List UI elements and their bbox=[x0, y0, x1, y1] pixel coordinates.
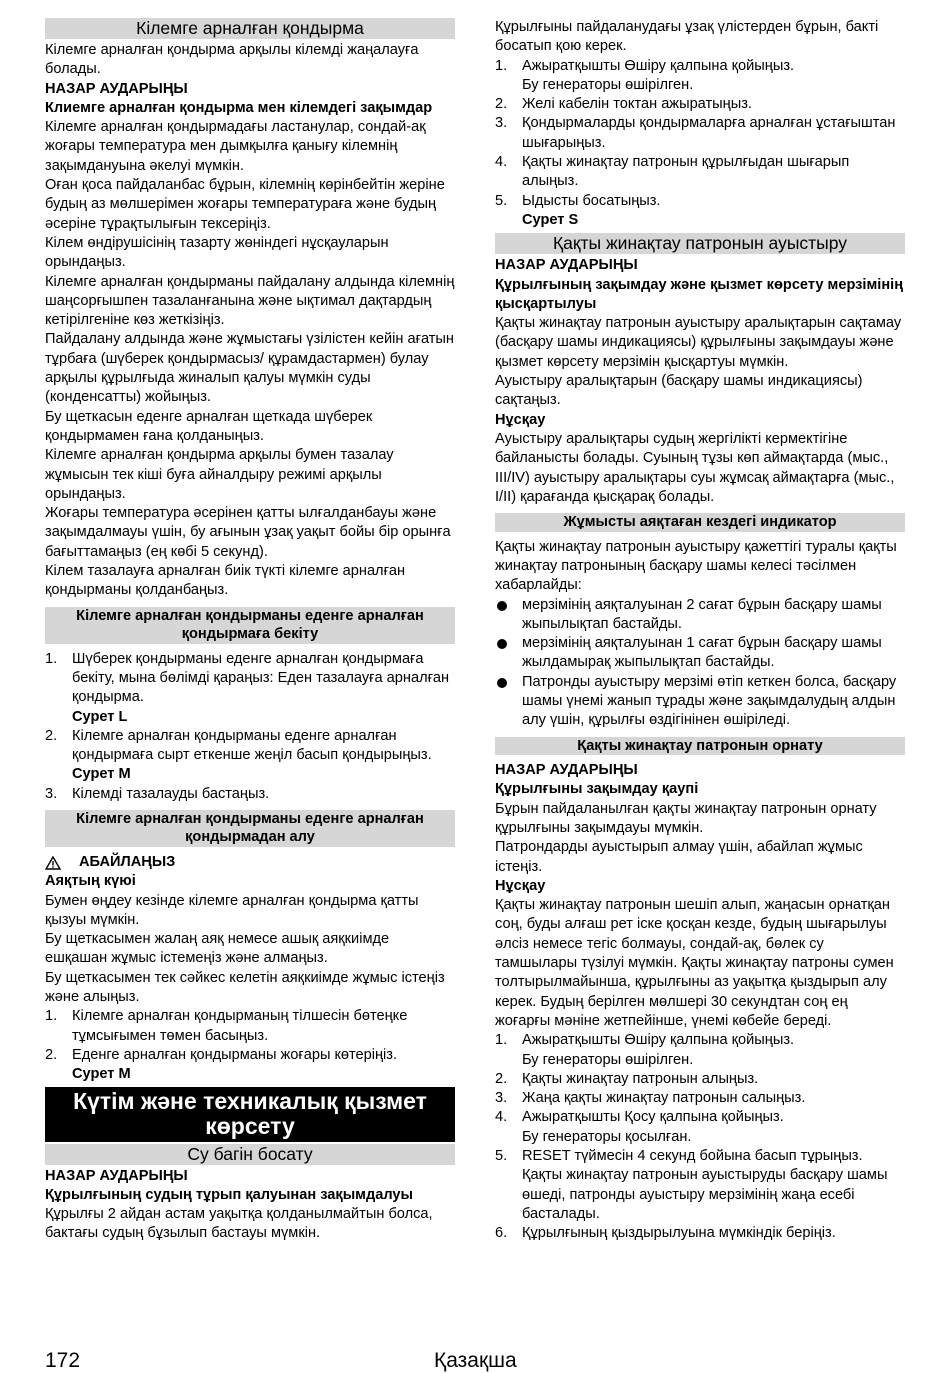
step-text: Желі кабелін токтан ажыратыңыз. bbox=[522, 96, 752, 113]
step-number: 1. bbox=[495, 1032, 508, 1049]
paragraph: Қақты жинақтау патронын ауыстыру қажеттігі туралы қақты жинақтау патронының басқару шамы келесі тәсілмен хабарлайды: bbox=[495, 538, 897, 594]
section-title-attach: Кілемге арналған қондырманы еденге арналған қондырмаға бекіту bbox=[45, 607, 455, 644]
bullet-icon bbox=[497, 601, 507, 611]
warning-label: АБАЙЛАҢЫЗ bbox=[79, 853, 176, 870]
hint-label: Нұсқау bbox=[495, 411, 546, 428]
step-number: 2. bbox=[45, 727, 58, 744]
list-item bbox=[495, 1070, 905, 1089]
steps-list bbox=[45, 650, 455, 804]
paragraph: Жоғары температура әсерінен қатты ылғалданбауы және зақымдалмауы үшін, бу ағынын ұзақ уақыт бойы бір орынға бағыттамаңыз (ең көбі 5 секунд). bbox=[45, 505, 451, 560]
step-text: RESET түймесін 4 секунд бойына басып тұрыңыз. bbox=[522, 1148, 863, 1165]
list-item bbox=[495, 634, 905, 673]
list-item bbox=[45, 727, 455, 785]
notice-subtitle: Құрылғының судың тұрып қалуынан зақымдалуы bbox=[45, 1186, 413, 1203]
list-item bbox=[495, 1147, 905, 1224]
list-item bbox=[495, 1089, 905, 1108]
paragraph: Кілемге арналған қондырмадағы ластанулар, сондай-ақ жоғары температура мен дымқылға қанығу кілемнің зақымдануына әкелуі мүмкін. bbox=[45, 119, 426, 174]
hint-label: Нұсқау bbox=[495, 877, 546, 894]
list-item bbox=[495, 596, 905, 635]
step-text: Ажыратқышты Қосу қалпына қойыңыз. bbox=[522, 1109, 784, 1126]
step-text: Шүберек қондырманы еденге арналған қондырмаға бекіту, мына бөлімді қараңыз: Еден тазалауға арналған қондырма. bbox=[72, 650, 450, 706]
paragraph: Құрылғыны пайдаланудағы ұзақ үлістерден бұрын, бакті босатып қою керек. bbox=[495, 19, 879, 55]
list-item bbox=[45, 1007, 455, 1046]
step-number: 2. bbox=[495, 96, 508, 113]
step-text: Кілемді тазалауды бастаңыз. bbox=[72, 785, 270, 802]
step-number: 5. bbox=[495, 1148, 508, 1165]
section-title-remove: Кілемге арналған қондырманы еденге арналған қондырмадан алу bbox=[45, 810, 455, 847]
list-item bbox=[495, 153, 905, 192]
step-number: 2. bbox=[45, 1046, 58, 1063]
paragraph: Ауыстыру аралықтарын (басқару шамы индикациясы) сақтаңыз. bbox=[495, 373, 863, 409]
steps-list bbox=[495, 57, 905, 231]
steps-list bbox=[45, 1007, 455, 1084]
step-number: 5. bbox=[495, 192, 508, 209]
paragraph: Қақты жинақтау патронын ауыстыру аралықтарын сақтамау (басқару шамы индикациясы) құрылғыны зақымдауы және қызмет көрсету мерзімін қысқартуы мүмкін. bbox=[495, 315, 902, 370]
section-title-install-cartridge: Қақты жинақтау патронын орнату bbox=[495, 737, 905, 756]
notice-label: НАЗАР АУДАРЫҢЫ bbox=[45, 80, 188, 97]
list-item bbox=[495, 95, 905, 114]
paragraph: Пайдалану алдында және жұмыстағы үзілістен кейін ағатын тұрбаға (шүберек қондырмасыз/ құрамдастармен) булау арқылы құрылғыда жиналып қалуы мүмкін суды (конденсатты) жойыңыз. bbox=[45, 331, 454, 406]
bullet-icon bbox=[497, 678, 507, 688]
step-number: 1. bbox=[45, 650, 58, 667]
notice-subtitle: Құрылғыны зақымдау қаупі bbox=[495, 781, 699, 798]
step-text: Жаңа қақты жинақтау патронын салыңыз. bbox=[522, 1090, 806, 1107]
step-result: Бу генераторы өшірілген. bbox=[522, 76, 694, 93]
step-number: 3. bbox=[495, 115, 508, 132]
step-text: Ыдысты босатыңыз. bbox=[522, 192, 661, 209]
step-number: 2. bbox=[495, 1070, 508, 1087]
figure-reference: Сурет S bbox=[522, 211, 579, 228]
step-number: 6. bbox=[495, 1225, 508, 1242]
bullet-list bbox=[495, 596, 905, 731]
list-item bbox=[495, 192, 905, 231]
paragraph: Бу щеткасымен жалаң аяқ немесе ашық аяқкиімде ешқашан жұмыс істемеңіз және алмаңыз. bbox=[45, 931, 390, 967]
language-label: Қазақша bbox=[434, 1349, 517, 1372]
step-text: Қондырмаларды қондырмаларға арналған ұстағыштан шығарыңыз. bbox=[522, 115, 896, 151]
section-title-replace-cartridge: Қақты жинақтау патронын ауыстыру bbox=[495, 233, 905, 254]
paragraph: Қақты жинақтау патронын шешіп алып, жаңасын орнатқан соң, буды алғаш рет іске қосқан кезде, будың шығарылуы әлсіз немесе тегіс болмауы, сондай-ақ, бөлек су тамшылары түзілуі мүмкін. Қақты жинақтау патроны сумен толтырылмайынша, құрылғыны аз уақытқа қыздырып алу керек. Будың берілген мөлшері 30 секундтан соң ең жоғарғы мәніне жетпейінше, үнемі көбейе береді. bbox=[495, 897, 894, 1029]
step-text: Қақты жинақтау патронын құрылғыдан шығарып алыңыз. bbox=[522, 154, 850, 190]
figure-reference: Сурет M bbox=[72, 1066, 131, 1083]
list-item bbox=[495, 1224, 905, 1243]
chapter-title-care-maintenance: Күтім және техникалық қызмет көрсету bbox=[45, 1087, 455, 1142]
figure-reference: Сурет L bbox=[72, 708, 128, 725]
paragraph: Ауыстыру аралықтары судың жергілікті кермектігіне байланысты болады. Суының тұзы көп аймақтарда (мыс., III/IV) ауыстыру аралықтары суы жұмсақ аймақтарға (мыс., I/II) қарағанда қысқарақ болады. bbox=[495, 430, 895, 505]
step-text: Кілемге арналған қондырманың тілшесін бөтеңке тұмсығымен төмен басыңыз. bbox=[72, 1008, 408, 1044]
section-title-empty-tank: Су багін босату bbox=[45, 1144, 455, 1165]
step-result: Бу генераторы қосылған. bbox=[522, 1128, 692, 1145]
paragraph: Бұрын пайдаланылған қақты жинақтау патронын орнату құрылғыны зақымдауы мүмкін. bbox=[495, 800, 877, 836]
list-item bbox=[495, 57, 905, 96]
step-number: 1. bbox=[495, 57, 508, 74]
list-item bbox=[45, 1046, 455, 1085]
paragraph: Құрылғы 2 айдан астам уақытқа қолданылмайтын болса, бактағы судың бұзылып бастауы мүмкін. bbox=[45, 1206, 433, 1242]
list-item bbox=[45, 785, 455, 804]
list-item bbox=[495, 673, 905, 731]
notice-label: НАЗАР АУДАРЫҢЫ bbox=[495, 762, 638, 779]
bullet-text: мерзімінің аяқталуынан 1 сағат бұрын басқару шамы жылдамырақ жыпылықтап бастайды. bbox=[522, 635, 882, 671]
steps-list bbox=[495, 1031, 905, 1243]
paragraph: Бу щеткасымен тек сәйкес келетін аяқкиімде жұмыс істеңіз және алыңыз. bbox=[45, 969, 445, 1006]
step-number: 3. bbox=[495, 1090, 508, 1107]
section-title-carpet-attachment: Кілемге арналған қондырма bbox=[45, 18, 455, 39]
paragraph: Оған қоса пайдаланбас бұрын, кілемнің көрінбейтін жеріне будың аз мөлшерімен жоғары температураға және будың әсеріне тұрақтылығын тексеріңіз. bbox=[45, 177, 445, 232]
paragraph: Бумен өңдеу кезінде кілемге арналған қондырма қатты қызуы мүмкін. bbox=[45, 892, 419, 928]
list-item bbox=[495, 114, 905, 153]
bullet-text: мерзімінің аяқталуынан 2 сағат бұрын басқару шамы жыпылықтап бастайды. bbox=[522, 596, 882, 632]
step-text: Қақты жинақтау патронын алыңыз. bbox=[522, 1070, 759, 1087]
notice-subtitle: Құрылғының зақымдау және қызмет көрсету мерзімінің қысқартылуы bbox=[495, 276, 904, 312]
bullet-text: Патронды ауыстыру мерзімі өтіп кеткен болса, басқару шамы үнемі жанып тұрады және зақымдалудың алдын алу үшін, құрылғы өздігінінен өшіріледі. bbox=[522, 673, 897, 729]
paragraph: Патрондарды ауыстырып алмау үшін, абайлап жұмыс істеңіз. bbox=[495, 839, 863, 875]
left-column bbox=[45, 18, 455, 1244]
paragraph: Кілемге арналған қондырманы пайдалану алдында кілемнің шаңсорғышпен тазаланғанына және ықтимал дақтардың кетірілгеніне көз жеткізіңіз. bbox=[45, 273, 455, 329]
notice-label: НАЗАР АУДАРЫҢЫ bbox=[45, 1167, 188, 1184]
warning-triangle-icon bbox=[45, 856, 61, 870]
list-item bbox=[45, 650, 455, 727]
list-item bbox=[495, 1031, 905, 1070]
step-number: 1. bbox=[45, 1008, 58, 1025]
step-number: 4. bbox=[495, 154, 508, 171]
notice-label: НАЗАР АУДАРЫҢЫ bbox=[495, 257, 638, 274]
right-column bbox=[495, 18, 905, 1244]
section-title-end-indicator: Жұмысты аяқтаған кездегі индикатор bbox=[495, 513, 905, 532]
step-result: Қақты жинақтау патронын ауыстыруды басқару шамы өшеді, патронды ауыстыру мерзімінің жаңа есебі басталады. bbox=[522, 1167, 888, 1222]
step-text: Құрылғының қыздырылуына мүмкіндік беріңіз. bbox=[522, 1225, 836, 1242]
step-number: 4. bbox=[495, 1109, 508, 1126]
paragraph: Кілемге арналған қондырма арқылы бумен тазалау жұмысын тек кіші буға айналдыру режимі арқылы орындаңыз. bbox=[45, 447, 394, 502]
paragraph: Бу щеткасын еденге арналған щеткада шүберек қондырмамен ғана қолданыңыз. bbox=[45, 408, 373, 444]
paragraph: Кілем өндірушісінің тазарту жөніндегі нұсқауларын орындаңыз. bbox=[45, 234, 389, 271]
step-number: 3. bbox=[45, 785, 58, 802]
step-text: Кілемге арналған қондырманы еденге арналған қондырмаға сырт еткенше жеңіл басып қондырыңыз. bbox=[72, 727, 432, 764]
step-result: Бу генераторы өшірілген. bbox=[522, 1051, 694, 1068]
step-text: Ажыратқышты Өшіру қалпына қойыңыз. bbox=[522, 1032, 795, 1049]
paragraph: Кілемге арналған қондырма арқылы кілемді жаңалауға болады. bbox=[45, 42, 419, 78]
figure-reference: Сурет M bbox=[72, 766, 131, 783]
list-item bbox=[495, 1108, 905, 1147]
warning-line bbox=[45, 853, 455, 872]
step-text: Еденге арналған қондырманы жоғары көтеріңіз. bbox=[72, 1046, 398, 1063]
page-number: 172 bbox=[45, 1349, 81, 1372]
notice-subtitle: Клиемге арналған қондырма мен кілемдегі зақымдар bbox=[45, 99, 433, 116]
warning-subtitle: Аяқтың күюі bbox=[45, 873, 136, 890]
step-text: Ажыратқышты Өшіру қалпына қойыңыз. bbox=[522, 57, 795, 74]
bullet-icon bbox=[497, 639, 507, 649]
paragraph: Кілем тазалауға арналған биік түкті кілемге арналған қондырманы қолданбаңыз. bbox=[45, 563, 406, 599]
